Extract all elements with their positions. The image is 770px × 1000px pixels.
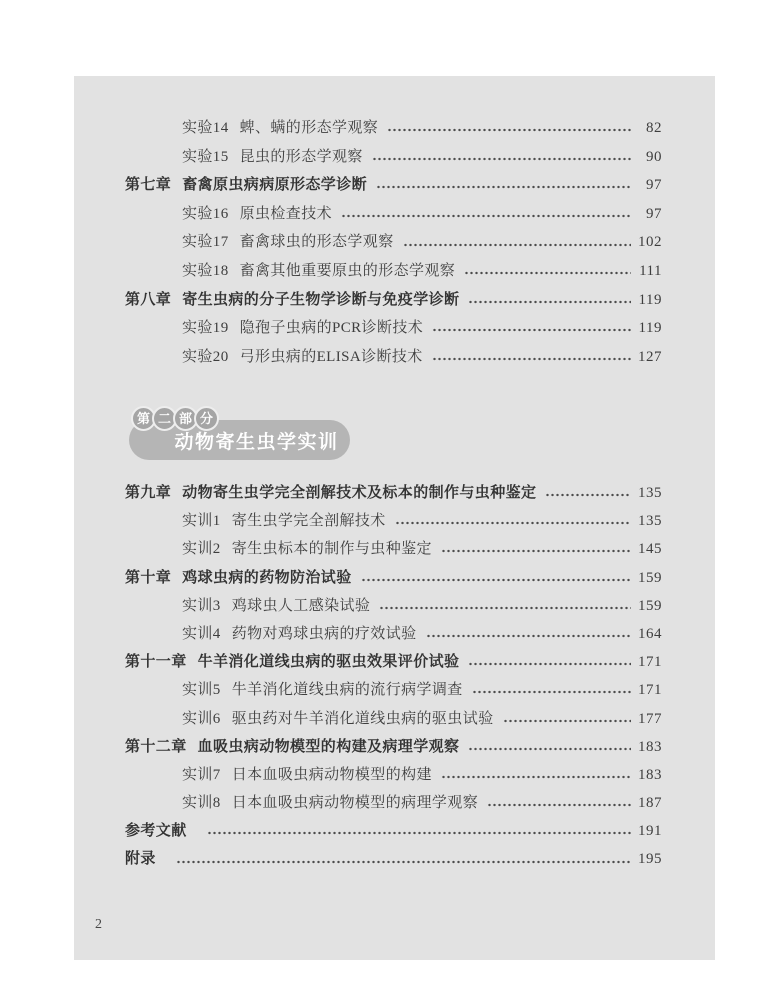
part-label-circle: 部 — [173, 406, 198, 431]
entry-page: 97 — [646, 205, 662, 222]
entry-label: 实训2 — [182, 541, 221, 558]
dot-leader — [361, 578, 631, 582]
entry-label: 第九章 — [125, 484, 172, 501]
entry-title: 寄生虫学完全剖解技术 — [231, 513, 386, 530]
entry-label: 第八章 — [125, 290, 172, 308]
toc-entry — [74, 564, 662, 592]
dot-leader — [545, 493, 631, 497]
dot-leader — [403, 243, 631, 247]
entry-page: 171 — [638, 682, 662, 699]
entry-title: 寄生虫病的分子生物学诊断与免疫学诊断 — [182, 290, 460, 308]
entry-title: 血吸虫病动物模型的构建及病理学观察 — [197, 737, 460, 755]
toc-entry — [74, 705, 662, 733]
part-label-circle: 第 — [131, 406, 156, 431]
toc-list-part2 — [74, 479, 662, 874]
dot-leader — [379, 606, 631, 610]
dot-leader — [176, 860, 631, 864]
entry-page: 102 — [638, 234, 662, 251]
entry-label: 实训8 — [182, 795, 221, 812]
entry-title: 昆虫的形态学观察 — [239, 148, 363, 165]
toc-entry — [74, 171, 662, 200]
entry-label: 实训3 — [182, 597, 221, 614]
entry-label: 实验16 — [182, 205, 229, 222]
entry-page: 191 — [638, 823, 662, 840]
toc-list-part1 — [74, 114, 662, 371]
entry-page: 111 — [639, 262, 662, 279]
entry-label: 实验20 — [182, 348, 229, 365]
toc-entry — [74, 343, 662, 372]
dot-leader — [441, 775, 631, 779]
part-label-circle: 二 — [152, 406, 177, 431]
dot-leader — [387, 128, 631, 132]
entry-label: 实训6 — [182, 710, 221, 727]
entry-page: 119 — [638, 291, 662, 308]
dot-leader — [432, 328, 631, 332]
entry-title: 蜱、螨的形态学观察 — [239, 120, 379, 136]
entry-label: 实验14 — [182, 120, 229, 136]
entry-page: 82 — [646, 120, 662, 136]
entry-title: 原虫检查技术 — [239, 205, 333, 222]
entry-label: 附录 — [125, 850, 156, 868]
entry-title: 动物寄生虫学完全剖解技术及标本的制作与虫种鉴定 — [182, 484, 537, 501]
toc-entry — [74, 620, 662, 648]
toc-entry — [74, 200, 662, 229]
toc-entry — [74, 535, 662, 563]
entry-page: 177 — [638, 710, 662, 727]
entry-title: 药物对鸡球虫病的疗效试验 — [231, 625, 417, 642]
dot-leader — [441, 549, 631, 553]
toc-entry — [74, 479, 662, 507]
page-number: 2 — [95, 917, 102, 932]
dot-leader — [376, 185, 631, 189]
section-title: 动物寄生虫学实训 — [174, 431, 339, 453]
toc-entry — [74, 228, 662, 257]
dot-leader — [432, 357, 631, 361]
entry-title: 日本血吸虫病动物模型的构建 — [231, 766, 432, 783]
entry-label: 实训7 — [182, 766, 221, 783]
dot-leader — [468, 662, 631, 666]
entry-title: 牛羊消化道线虫病的驱虫效果评价试验 — [197, 653, 460, 671]
dot-leader — [395, 521, 631, 525]
toc-entry — [74, 648, 662, 676]
entry-page: 195 — [638, 851, 662, 868]
entry-page: 90 — [646, 148, 662, 165]
entry-page: 164 — [638, 625, 662, 642]
entry-page: 183 — [638, 738, 662, 755]
entry-label: 实验17 — [182, 234, 229, 251]
toc-entry — [74, 143, 662, 172]
toc-entry — [74, 789, 662, 817]
entry-label: 第十一章 — [125, 653, 187, 671]
toc-entry — [74, 592, 662, 620]
entry-label: 实训5 — [182, 682, 221, 699]
dot-leader — [468, 747, 631, 751]
entry-title: 日本血吸虫病动物模型的病理学观察 — [231, 795, 479, 812]
toc-entry — [74, 761, 662, 789]
entry-title: 畜禽球虫的形态学观察 — [239, 234, 394, 251]
entry-title: 畜禽其他重要原虫的形态学观察 — [239, 262, 456, 279]
toc-entry — [74, 817, 662, 845]
entry-title: 畜禽原虫病病原形态学诊断 — [182, 176, 368, 194]
toc-entry — [74, 286, 662, 315]
entry-page: 183 — [638, 766, 662, 783]
entry-title: 隐孢子虫病的PCR诊断技术 — [239, 320, 424, 337]
dot-leader — [487, 803, 631, 807]
entry-page: 171 — [638, 654, 662, 671]
part-label-badge — [131, 406, 215, 431]
dot-leader — [503, 719, 631, 723]
entry-title: 牛羊消化道线虫病的流行病学调查 — [231, 682, 463, 699]
entry-label: 第十章 — [125, 568, 172, 586]
entry-label: 实训4 — [182, 625, 221, 642]
entry-title: 寄生虫标本的制作与虫种鉴定 — [231, 541, 432, 558]
entry-title: 弓形虫病的ELISA诊断技术 — [239, 348, 423, 365]
entry-label: 参考文献 — [125, 822, 187, 840]
entry-label: 实训1 — [182, 513, 221, 530]
dot-leader — [472, 690, 631, 694]
entry-title: 鸡球虫病的药物防治试验 — [182, 568, 352, 586]
entry-label: 实验15 — [182, 148, 229, 165]
entry-page: 119 — [638, 320, 662, 337]
dot-leader — [372, 157, 631, 161]
toc-entry — [74, 845, 662, 873]
toc-entry — [74, 676, 662, 704]
toc-entry — [74, 733, 662, 761]
entry-page: 135 — [638, 513, 662, 530]
toc-entry — [74, 257, 662, 286]
entry-page: 145 — [638, 541, 662, 558]
entry-title: 鸡球虫人工感染试验 — [231, 597, 371, 614]
dot-leader — [341, 214, 631, 218]
entry-label: 第十二章 — [125, 737, 187, 755]
dot-leader — [464, 271, 631, 275]
dot-leader — [207, 831, 631, 835]
entry-page: 135 — [638, 485, 662, 501]
entry-title: 驱虫药对牛羊消化道线虫病的驱虫试验 — [231, 710, 494, 727]
toc-entry — [74, 114, 662, 143]
book-page — [74, 76, 715, 960]
entry-page: 159 — [638, 569, 662, 586]
toc-entry — [74, 507, 662, 535]
entry-label: 实验19 — [182, 320, 229, 337]
entry-label: 第七章 — [125, 176, 172, 194]
entry-page: 127 — [638, 348, 662, 365]
dot-leader — [468, 300, 631, 304]
entry-page: 97 — [646, 177, 662, 194]
entry-label: 实验18 — [182, 262, 229, 279]
toc-entry — [74, 314, 662, 343]
part-label-circle: 分 — [194, 406, 219, 431]
entry-page: 187 — [638, 795, 662, 812]
dot-leader — [426, 634, 631, 638]
entry-page: 159 — [638, 597, 662, 614]
